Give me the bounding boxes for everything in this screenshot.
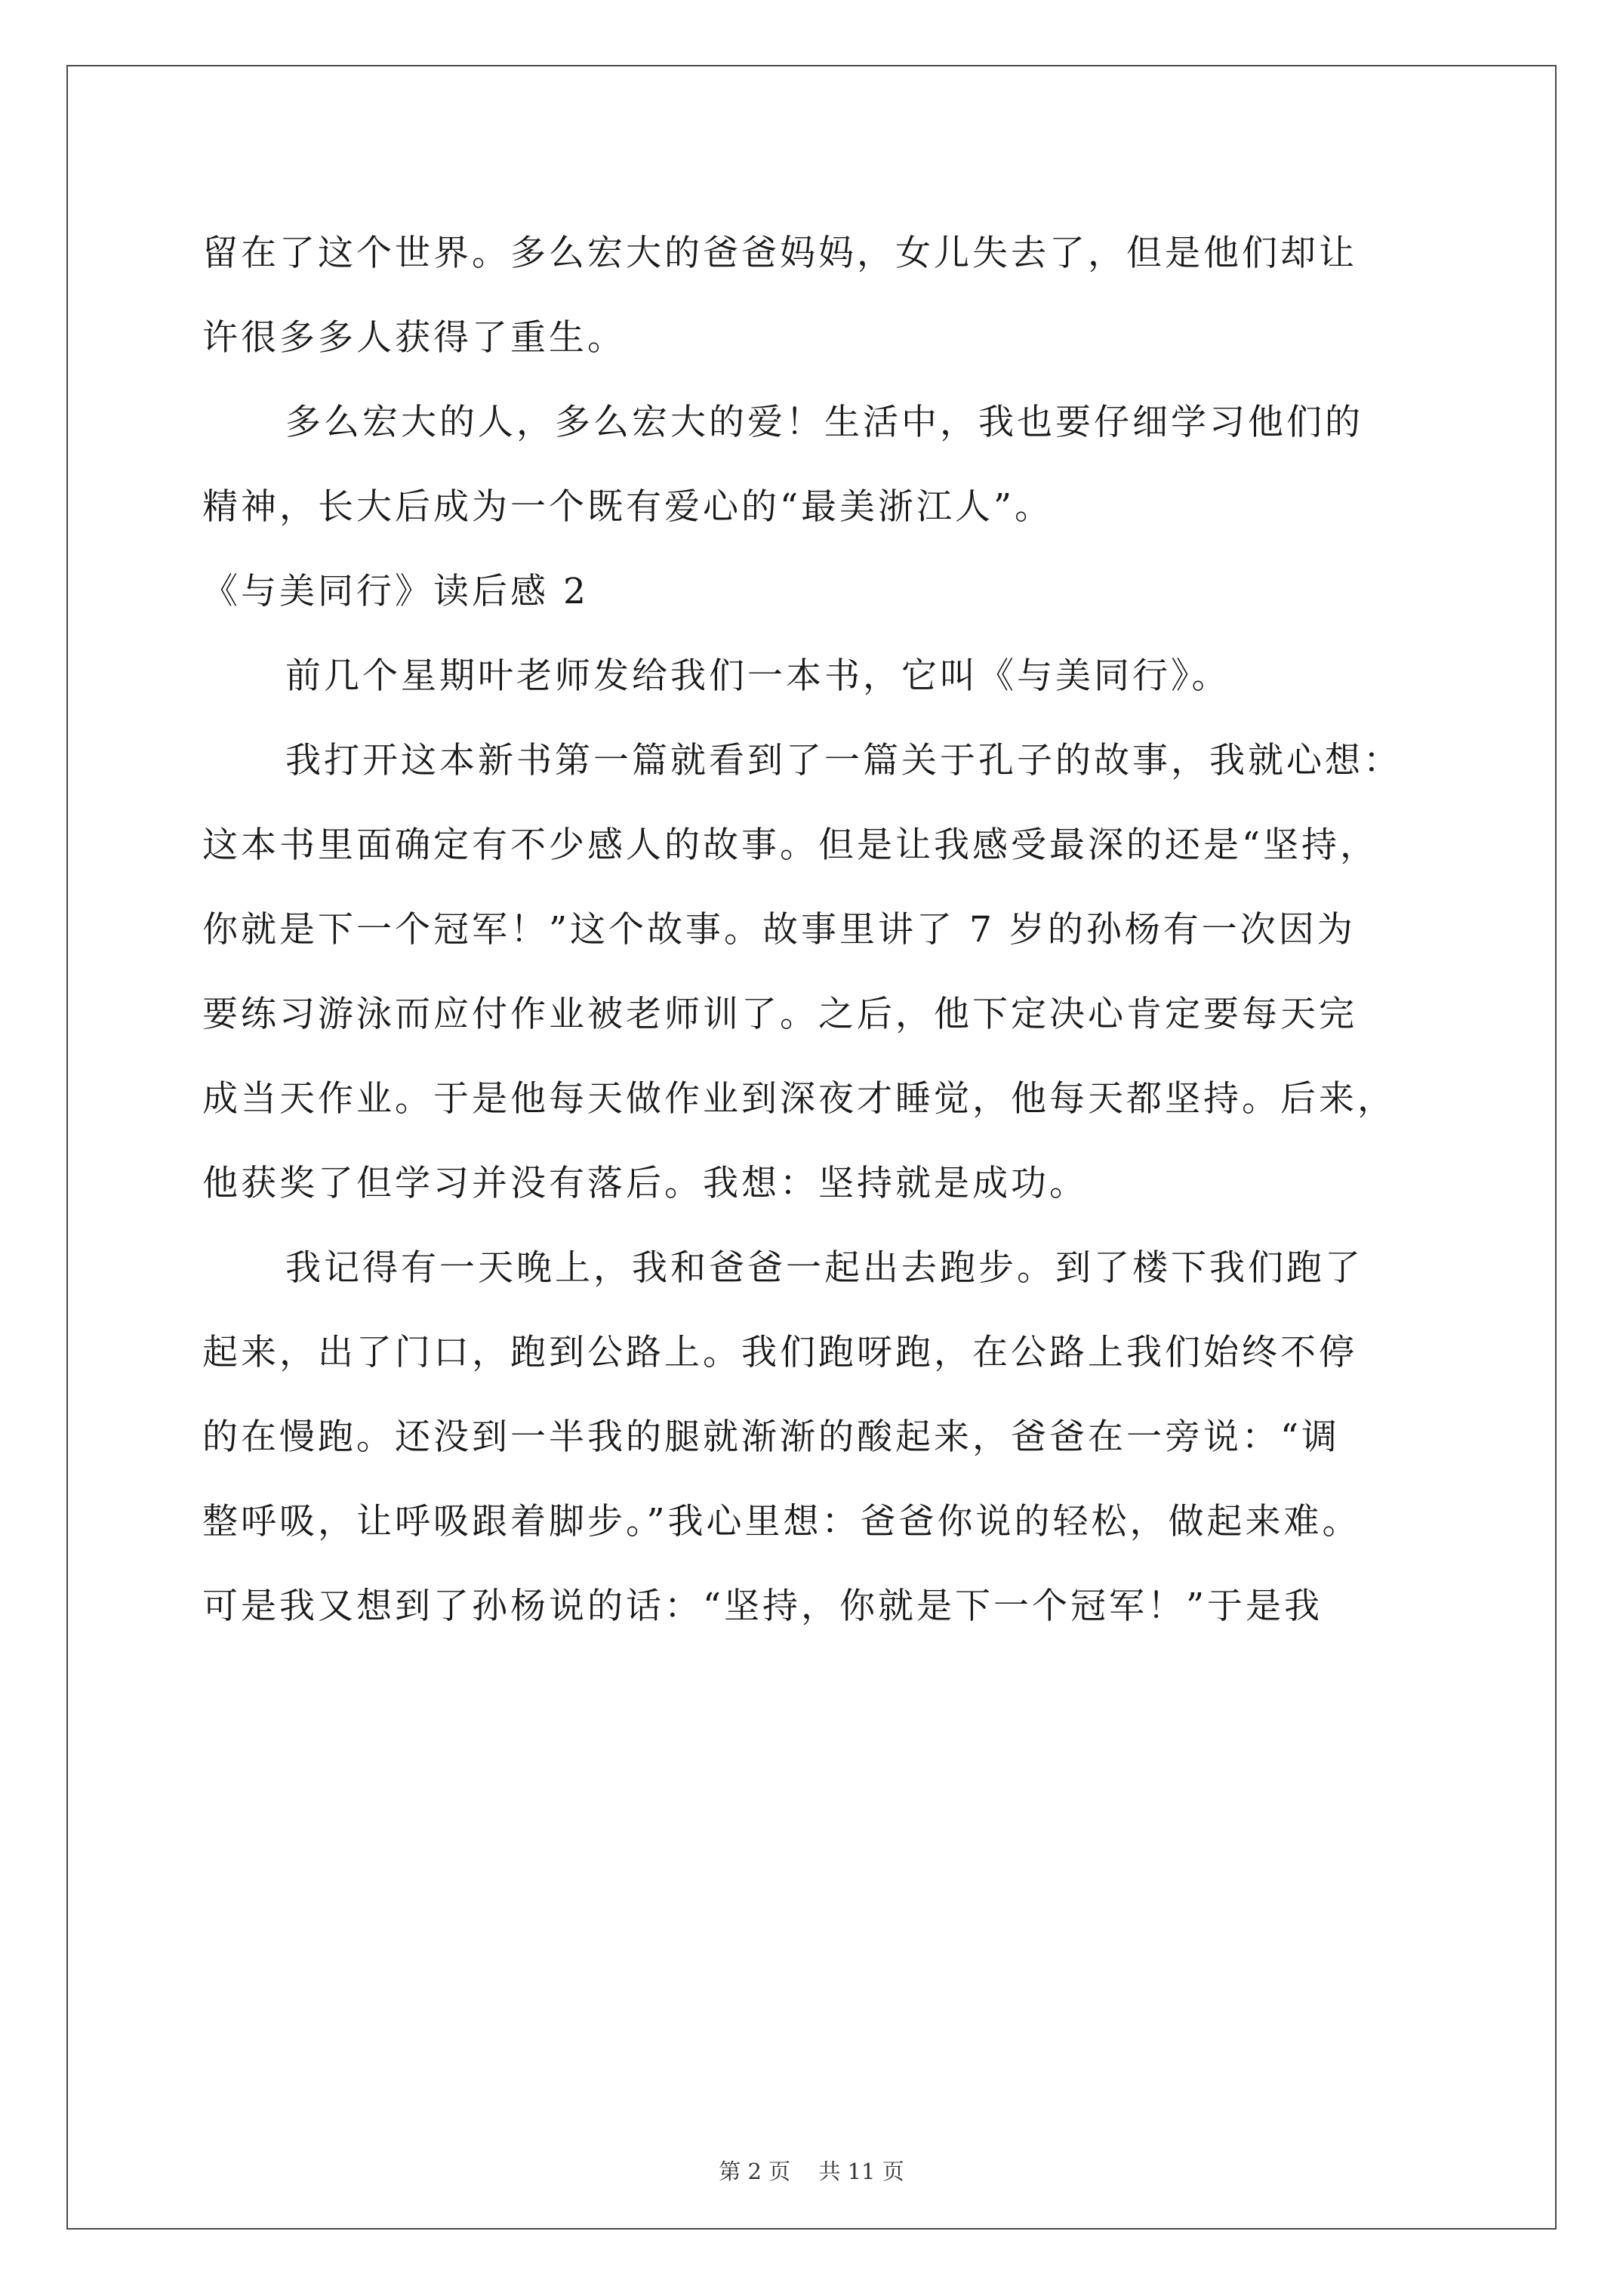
document-body [202, 211, 1429, 1649]
text-line: 你就是下一个冠军！”这个故事。故事里讲了 7 岁的孙杨有一次因为 [202, 909, 1356, 951]
page-number-total: 共 11 页 [818, 2159, 904, 2184]
text-line: 许很多多人获得了重生。 [202, 317, 626, 359]
text-line: 整呼吸，让呼吸跟着脚步。”我心里想：爸爸你说的轻松，做起来难。 [202, 1501, 1361, 1542]
paragraph [202, 211, 1429, 381]
text-line: 的在慢跑。还没到一半我的腿就渐渐的酸起来，爸爸在一旁说：“调 [202, 1416, 1341, 1458]
text-line: 我打开这本新书第一篇就看到了一篇关于孔子的故事，我就心想： [285, 740, 1402, 781]
text-line: 我记得有一天晚上，我和爸爸一起出去跑步。到了楼下我们跑了 [285, 1247, 1363, 1289]
text-line: 前几个星期叶老师发给我们一本书，它叫《与美同行》。 [285, 655, 1230, 697]
text-line: 起来，出了门口，跑到公路上。我们跑呀跑，在公路上我们始终不停 [202, 1332, 1357, 1373]
paragraph [202, 1226, 1429, 1649]
text-line: 多么宏大的人，多么宏大的爱！生活中，我也要仔细学习他们的 [285, 402, 1363, 443]
section-heading [202, 550, 1429, 634]
text-line: 要练习游泳而应付作业被老师训了。之后，他下定决心肯定要每天完 [202, 994, 1357, 1035]
text-line: 成当天作业。于是他每天做作业到深夜才睡觉，他每天都坚持。后来， [202, 1078, 1396, 1120]
text-line: 留在了这个世界。多么宏大的爸爸妈妈，女儿失去了，但是他们却让 [202, 233, 1357, 274]
text-line: 这本书里面确定有不少感人的故事。但是让我感受最深的还是“坚持， [202, 824, 1379, 866]
paragraph [202, 381, 1429, 550]
paragraph [202, 634, 1429, 719]
heading-text: 《与美同行》读后感 2 [202, 571, 589, 612]
page-number-current: 第 2 页 [719, 2159, 791, 2184]
text-line: 精神，长大后成为一个既有爱心的“最美浙江人”。 [202, 486, 1054, 528]
text-line: 可是我又想到了孙杨说的话：“坚持，你就是下一个冠军！”于是我 [202, 1586, 1323, 1627]
text-line: 他获奖了但学习并没有落后。我想：坚持就是成功。 [202, 1163, 1088, 1204]
paragraph [202, 719, 1429, 1226]
page-footer [0, 2156, 1623, 2187]
